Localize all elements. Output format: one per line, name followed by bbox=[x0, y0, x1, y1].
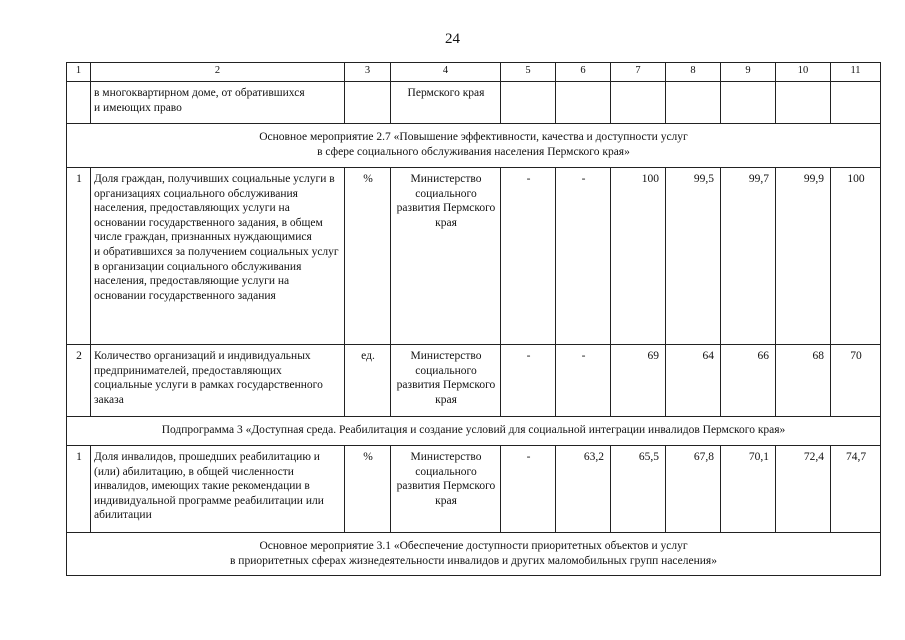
cell-value: 66 bbox=[721, 345, 776, 417]
cell-value bbox=[501, 82, 556, 124]
column-header: 2 bbox=[91, 63, 345, 82]
column-header: 11 bbox=[831, 63, 881, 82]
cell-value: 70 bbox=[831, 345, 881, 417]
cell-value: 65,5 bbox=[611, 446, 666, 533]
section-title-2-7: Основное мероприятие 2.7 «Повышение эффективности, качества и доступности услуг в сфере социального обслуживания населения Пермского края» bbox=[67, 124, 881, 168]
table-row bbox=[67, 446, 881, 533]
cell-value: - bbox=[556, 168, 611, 345]
column-header: 3 bbox=[345, 63, 391, 82]
cell-value: - bbox=[501, 446, 556, 533]
cell-value: - bbox=[501, 168, 556, 345]
cell-executor: Пермского края bbox=[391, 82, 501, 124]
column-header: 9 bbox=[721, 63, 776, 82]
cell-value: - bbox=[556, 345, 611, 417]
section-row bbox=[67, 533, 881, 576]
cell-value: 72,4 bbox=[776, 446, 831, 533]
cell-value: 63,2 bbox=[556, 446, 611, 533]
column-number-row bbox=[67, 63, 881, 82]
cell-number bbox=[67, 82, 91, 124]
cell-number: 1 bbox=[67, 446, 91, 533]
cell-value: 99,9 bbox=[776, 168, 831, 345]
cell-value: 70,1 bbox=[721, 446, 776, 533]
cell-value: 99,7 bbox=[721, 168, 776, 345]
cell-value: - bbox=[501, 345, 556, 417]
cell-value: 100 bbox=[831, 168, 881, 345]
cell-value bbox=[776, 82, 831, 124]
table-row bbox=[67, 168, 881, 345]
subprogram-row bbox=[67, 417, 881, 446]
subprogram-title-3: Подпрограмма 3 «Доступная среда. Реабилитация и создание условий для социальной интеграции инвалидов Пермского края» bbox=[67, 417, 881, 446]
column-header: 8 bbox=[666, 63, 721, 82]
table-row-continued bbox=[67, 82, 881, 124]
cell-executor: Министерство социального развития Пермского края bbox=[391, 168, 501, 345]
cell-number: 1 bbox=[67, 168, 91, 345]
cell-unit: ед. bbox=[345, 345, 391, 417]
column-header: 5 bbox=[501, 63, 556, 82]
section-title-3-1: Основное мероприятие 3.1 «Обеспечение доступности приоритетных объектов и услуг в приоритетных сферах жизнедеятельности инвалидов и других маломобильных групп населения» bbox=[67, 533, 881, 576]
cell-value: 68 bbox=[776, 345, 831, 417]
cell-number: 2 bbox=[67, 345, 91, 417]
cell-executor: Министерство социального развития Пермского края bbox=[391, 446, 501, 533]
cell-indicator-name: Количество организаций и индивидуальных предпринимателей, предоставляющих социальные услуги в рамках государственного заказа bbox=[91, 345, 345, 417]
cell-value bbox=[556, 82, 611, 124]
cell-executor: Министерство социального развития Пермского края bbox=[391, 345, 501, 417]
cell-unit: % bbox=[345, 446, 391, 533]
indicators-table bbox=[66, 62, 881, 576]
cell-unit: % bbox=[345, 168, 391, 345]
cell-value: 100 bbox=[611, 168, 666, 345]
cell-value bbox=[611, 82, 666, 124]
cell-unit bbox=[345, 82, 391, 124]
cell-value bbox=[666, 82, 721, 124]
cell-value: 64 bbox=[666, 345, 721, 417]
column-header: 6 bbox=[556, 63, 611, 82]
cell-value: 74,7 bbox=[831, 446, 881, 533]
cell-value: 99,5 bbox=[666, 168, 721, 345]
cell-value bbox=[721, 82, 776, 124]
column-header: 1 bbox=[67, 63, 91, 82]
cell-value: 67,8 bbox=[666, 446, 721, 533]
cell-indicator-name: в многоквартирном доме, от обратившихся и имеющих право bbox=[91, 82, 345, 124]
table-row bbox=[67, 345, 881, 417]
cell-value bbox=[831, 82, 881, 124]
column-header: 4 bbox=[391, 63, 501, 82]
column-header: 7 bbox=[611, 63, 666, 82]
cell-indicator-name: Доля инвалидов, прошедших реабилитацию и (или) абилитацию, в общей численности инвалидов, имеющих такие рекомендации в индивидуальной программе реабилитации или абилитации bbox=[91, 446, 345, 533]
column-header: 10 bbox=[776, 63, 831, 82]
section-row bbox=[67, 124, 881, 168]
cell-value: 69 bbox=[611, 345, 666, 417]
cell-indicator-name: Доля граждан, получивших социальные услуги в организациях социального обслуживания населения, предоставляющих услуги на основании государственного задания, в общем числе граждан, признанных нуждающимися и обратившихся за получением социальных услуг в организации социального обслуживания населения, предоставляющие услуги на основании государственного задания bbox=[91, 168, 345, 345]
page-number: 24 bbox=[445, 31, 460, 47]
